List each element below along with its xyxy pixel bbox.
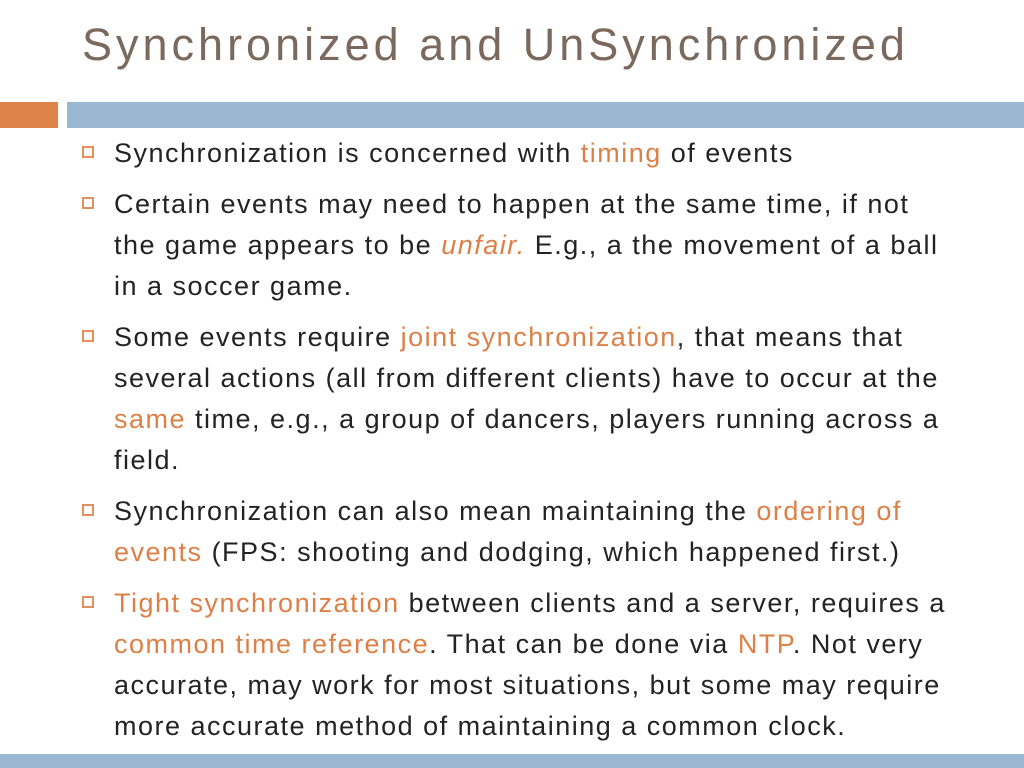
bullet-text-line	[114, 317, 1022, 358]
text-segment: E.g., a the movement of a ball	[525, 230, 939, 260]
accent-text-segment: NTP	[737, 629, 793, 659]
bullet-square-icon	[82, 330, 94, 342]
bullet-text-line	[114, 266, 1022, 307]
band-blue-rule	[67, 102, 1024, 128]
text-segment: field.	[114, 445, 181, 475]
text-segment: accurate, may work for most situations, but some may require	[114, 670, 941, 700]
band-orange-accent	[0, 102, 58, 128]
bullet-item	[82, 184, 1022, 307]
bullet-text-line	[114, 491, 1022, 532]
text-segment: several actions (all from different clients) have to occur at the	[114, 363, 939, 393]
bullet-square-icon	[82, 197, 94, 209]
text-segment: of events	[661, 138, 794, 168]
accent-text-segment: ordering of	[756, 496, 902, 526]
title-underline-band	[0, 102, 1024, 128]
bullet-item	[82, 491, 1022, 573]
bullet-text-line	[114, 706, 1022, 747]
slide-title: Synchronized and UnSynchronized	[82, 19, 909, 70]
text-segment: Some events require	[114, 322, 401, 352]
accent-text-segment: joint synchronization	[400, 322, 677, 352]
bullet-text-line	[114, 532, 1022, 573]
text-segment: . Not very	[792, 629, 924, 659]
bullet-text-line	[114, 624, 1022, 665]
text-segment: the game appears to be	[114, 230, 442, 260]
text-segment: (FPS: shooting and dodging, which happened first.)	[202, 537, 901, 567]
text-segment: time, e.g., a group of dancers, players running across a	[186, 404, 940, 434]
bullet-item	[82, 317, 1022, 481]
accent-text-segment: Tight synchronization	[114, 588, 400, 618]
bullet-text-line	[114, 583, 1022, 624]
bullet-text-line	[114, 440, 1022, 481]
bullet-text-line	[114, 225, 1022, 266]
bullet-text-line	[114, 665, 1022, 706]
text-segment: Synchronization is concerned with	[114, 138, 581, 168]
bullet-square-icon	[82, 146, 94, 158]
text-segment: Synchronization can also mean maintaining the	[114, 496, 757, 526]
text-segment: more accurate method of maintaining a common clock.	[114, 711, 847, 741]
text-segment: between clients and a server, requires a	[399, 588, 946, 618]
bullet-text-line	[114, 399, 1022, 440]
accent-text-segment: unfair.	[441, 230, 526, 260]
bullet-item	[82, 583, 1022, 747]
bullet-text-line	[114, 358, 1022, 399]
accent-text-segment: same	[114, 404, 187, 434]
accent-text-segment: events	[114, 537, 203, 567]
text-segment: Certain events may need to happen at the same time, if not	[114, 189, 910, 219]
bullet-list	[82, 133, 1022, 757]
footer-band	[0, 754, 1024, 768]
text-segment: . That can be done via	[429, 629, 738, 659]
bullet-square-icon	[82, 596, 94, 608]
bullet-text-line	[114, 184, 1022, 225]
bullet-square-icon	[82, 504, 94, 516]
text-segment: , that means that	[676, 322, 904, 352]
bullet-text-line	[114, 133, 1022, 174]
bullet-item	[82, 133, 1022, 174]
text-segment: in a soccer game.	[114, 271, 353, 301]
accent-text-segment: common time reference	[114, 629, 430, 659]
accent-text-segment: timing	[580, 138, 662, 168]
